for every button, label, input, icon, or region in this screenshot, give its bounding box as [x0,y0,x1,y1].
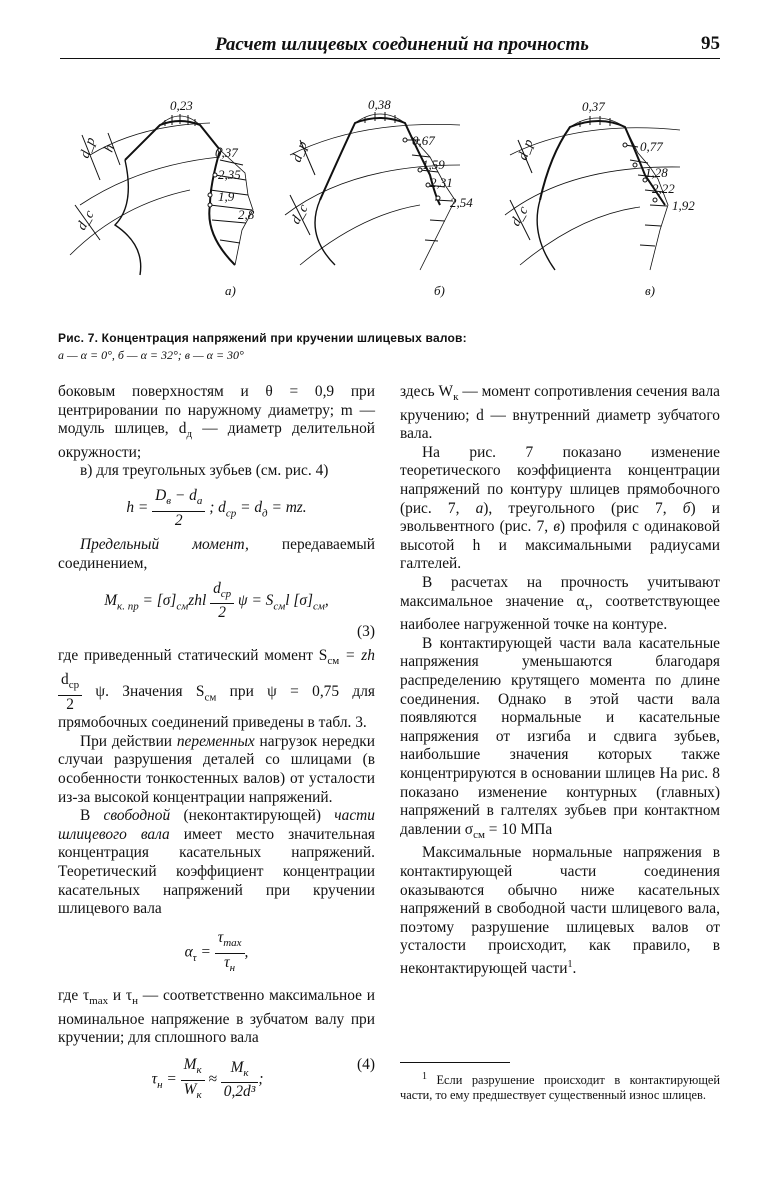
left-paragraph-4: где приведенный статический момент $S_{см}$ = zh $\frac{d_{ср}}{2}$ ψ. Значения $S_{см}$ при ψ = 0,75 для прямобочных соединений приведены в табл. 3. [58,647,376,732]
panel-a-value-2: 0,37 [215,145,238,160]
left-paragraph-6: В свободной (неконтактирующей) части шлицевого вала имеет место значительная концентрация касательных напряжений. Теоретический коэффициент концентрации касательных напряжений при кручении шлицевого вала [58,807,375,918]
panel-b-dim-dp: d_p [289,139,311,165]
right-paragraph-4: В контактирующей части вала касательные напряжения уменьшаются благодаря распределению крутящего момента по длине соединения. Однако в этой части вала появляются нормальные и касательные напряжения от изгиба и сдвига зубьев, наибольшие значения которых также концентрируются в основании шлицев На рис. 8 показано изменение контурных (главных) напряжений в галтелях зубьев при контактном давлении $\sigma_{см} = 10$ МПа [400,634,720,841]
panel-c-dim-dp: d_p [515,137,537,163]
right-column [400,383,720,979]
formula-h: h = $\frac{D_в - d_a}{2}$ ; $d_{ср} = d_д$ = mz. [126,487,307,529]
formula-alpha: $\alpha_\tau$ = $\frac{\tau_{max}}{\tau_н}$ , [184,928,249,974]
panel-b-value-3: 1,59 [422,157,445,172]
panel-c-value-4: 2,22 [652,181,675,196]
left-paragraph-3: Предельный момент, передаваемый соединением, [58,536,375,572]
panel-a-dim-dp: d_p [77,135,99,161]
caption-parts: a — α = 0°, б — α = 32°; в — α = 30° [58,348,244,362]
panel-b-value-4: 2,31 [430,175,453,190]
panel-a-value-3: 2,35 [218,167,241,182]
figure-caption [58,330,728,364]
panel-b-dim-dc: d_c [288,201,312,227]
figure-7-svg [60,95,720,315]
left-paragraph-7: где $\tau_{max}$ и $\tau_н$ — соответственно максимальное и номинальное напряжение в зубчатом валу при кручении; для сплошного вала [58,987,375,1047]
formula-4: (4) $\tau_н$ = $\frac{M_к}{W_к}$ ≈ $\frac{M_к}{\text{0,2d³}}$ ; [151,1056,375,1101]
panel-b-value-2: 0,67 [412,133,435,148]
left-paragraph-1: боковым поверхностям и θ = 0,9 при центрировании по наружному диаметру; m — модуль шлицев, $d_д$ — диаметр делительной окружности; [58,383,375,461]
left-column [58,383,375,1110]
panel-c-value-5: 1,92 [672,198,695,213]
footnote: $^1$ Если разрушение происходит в контактирующей части, то ему предшествует существенный износ шлицев. [400,1062,720,1103]
panel-c-label: в) [645,283,655,298]
page-number: 95 [701,33,720,54]
running-title: Расчет шлицевых соединений на прочность [215,34,589,55]
panel-b-label: б) [434,283,445,298]
panel-c-value-3: 1,28 [645,165,668,180]
panel-a-dim-dc: d_c [74,207,98,233]
panel-c-dim-dc: d_c [508,203,532,229]
right-paragraph-1: здесь $W_к$ — момент сопротивления сечения вала кручению; d — внутренний диаметр зубчатого вала. [400,383,720,443]
panel-c-value-1: 0,37 [582,99,605,114]
panel-b-value-1: 0,38 [368,97,391,112]
left-paragraph-5: При действии переменных нагрузок нередки случаи разрушения деталей со шлицами (в особенности тонкостенных валов) от усталости из-за высокой концентрации напряжений. [58,732,375,806]
panel-a-value-5: 2,8 [238,207,255,222]
right-paragraph-3: В расчетах на прочность учитывают максимальное значение $\alpha_\tau$, соответствующее наиболее нагруженной точке на контуре. [400,574,720,634]
left-paragraph-2: в) для треугольных зубьев (см. рис. 4) [80,462,329,480]
footnote-rule [400,1062,510,1063]
panel-a-dim-h: h [101,142,119,155]
right-paragraph-5: Максимальные нормальные напряжения в контактирующей части соединения оказываются обычно ниже касательных напряжений в свободной части шлицевого вала, поэтому разрушение шлицевых валов от усталости происходит, как правило, в неконтактирующей части$^1$. [400,844,720,978]
panel-b-value-5: 2,54 [450,195,473,210]
panel-a-value-4: 1,9 [218,189,235,204]
figure-7 [60,95,720,315]
formula-3: $M_{к. пр} = [\sigma]_{см}zhl$ $\frac{d_{ср}}{2}$ $\psi = S_{см}l$ $[\sigma]_{см}$, (3) [58,580,375,642]
panel-a-label: a) [225,283,236,298]
running-header [60,28,720,59]
panel-c-value-2: 0,77 [640,139,663,154]
equation-number-3: (3) [357,622,375,640]
equation-number-4: (4) [357,1056,375,1074]
caption-main: Рис. 7. Концентрация напряжений при кручении шлицевых валов: [58,331,467,345]
panel-a-value-1: 0,23 [170,98,193,113]
right-paragraph-2: На рис. 7 показано изменение теоретического коэффициента концентрации напряжений по контуру шлицев прямобочного (рис. 7, a), треугольного (рис 7, б) и эвольвентного (рис. 7, в) профиля с одинаковой высотой h и максимальными радиусами галтелей. [400,443,720,573]
